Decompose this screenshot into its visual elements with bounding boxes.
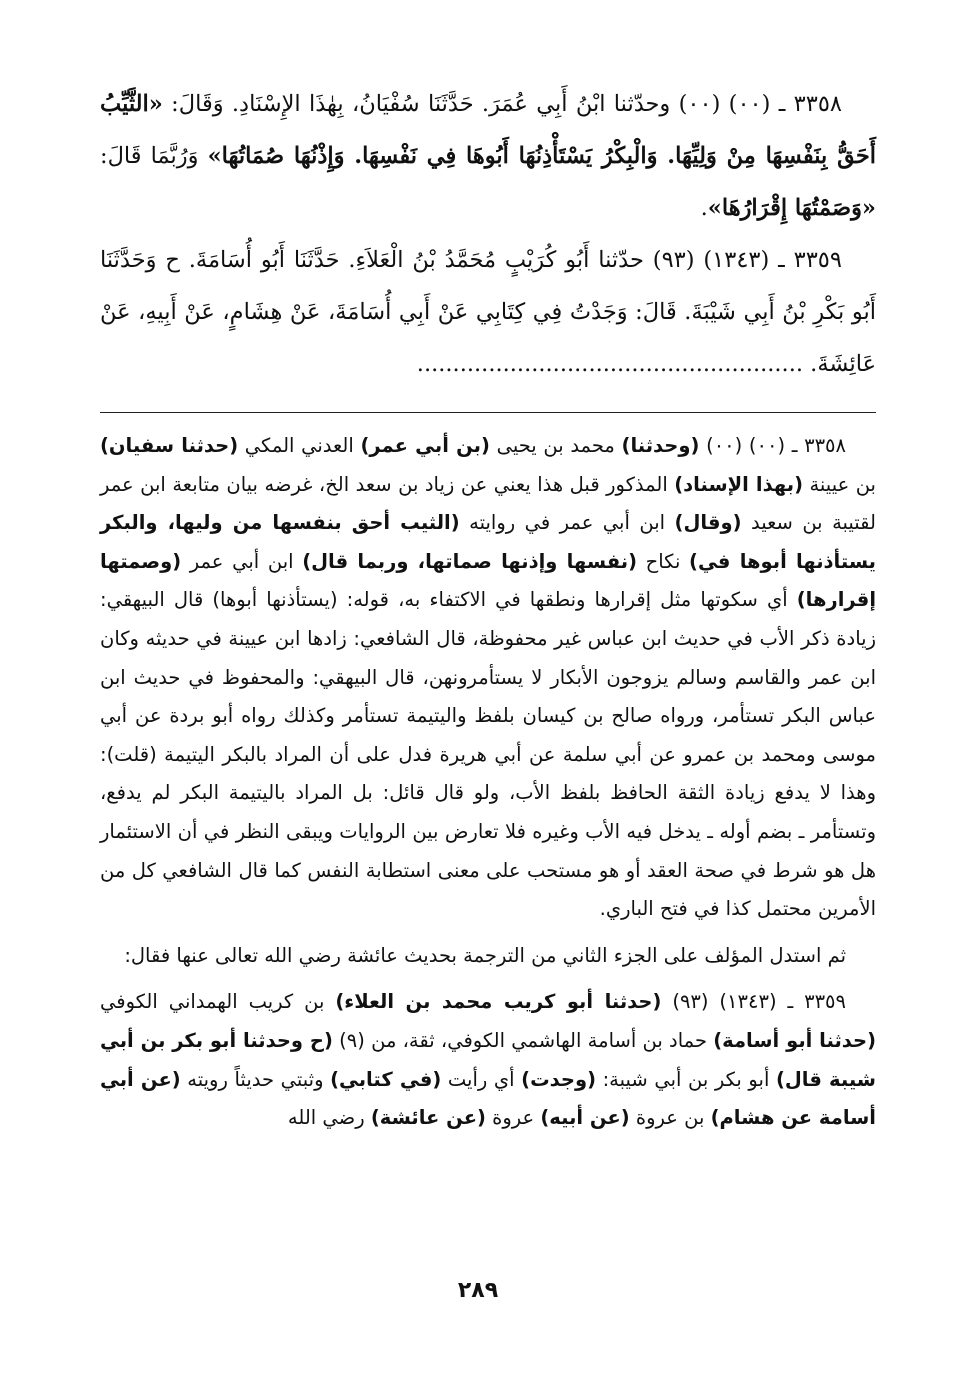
hadith-3359-dots: ...................................................... [416,351,804,377]
text-segment: وثبتي حديثاً رويته [180,1067,331,1091]
commentary-section [100,427,876,1138]
bold-quote-segment: (بهذا الإسناد) [674,472,803,496]
book-page [100,78,876,1328]
commentary-transition: ثم استدل المؤلف على الجزء الثاني من الترجمة بحديث عائشة رضي الله تعالى عنها فقال: [124,943,846,967]
bold-quote-segment: (نفسها وإذنها صماتها، وربما قال) [302,549,637,573]
text-segment: حماد بن أسامة الهاشمي الكوفي، ثقة، من (٩) [332,1028,714,1052]
bold-quote-segment: (وجدت) [521,1067,597,1091]
commentary-3358 [100,427,876,929]
commentary-3359 [100,983,876,1137]
hadith-3358-matn: «الثَّيِّبُ أَحَقُّ بِنَفْسِهَا مِنْ وَلِيِّهَا. وَالْبِكْرُ يَسْتَأْذِنُهَا أَبُوهَا فِي نَفْسِهَا. وَإِذْنُهَا صُمَاتُهَا» [100,91,876,169]
bold-quote-segment: (عن عائشة) [370,1106,486,1130]
hadith-text-section [100,78,876,390]
text-segment: بن عيينة [802,472,876,496]
text-segment: عروة [485,1106,541,1130]
bold-quote-segment: (عن أبيه) [540,1106,630,1130]
text-segment: ٣٣٥٨ ـ (٠٠) (٠٠) [699,434,847,457]
text-segment: أي سكوتها مثل إقرارها ونطقها في الاكتفاء به، قوله: (يستأذنها أبوها) قال البيهقي: زيادة ذكر الأب في حديث ابن عباس غير محفوظة، قال الشافعي: زادها ابن عيينة في حديثه وكان ابن عمر والقاسم وسالم يزوجون الأبكار لا يستأمرونهن، قال البيهقي: والمحفوظ في حديث ابن عباس البكر تستأمر، ورواه صالح بن كيسان بلفظ واليتيمة تستأمر وكذلك رواه أبو بردة عن أبي موسى ومحمد بن عمرو عن أبي سلمة عن أبي هريرة فدل على أن المراد بالبكر اليتيمة (قلت): وهذا لا يدفع زيادة الثقة الحافظ بلفظ الأب، ولو قال قائل: بل المراد باليتيمة البكر لم يدفع، وتستأمر ـ بضم أوله ـ يدخل فيه الأب وغيره فلا تعارض بين الروايات ويبقى النظر في أن الاستئمار هل هو شرط في صحة العقد أو هو مستحب على معنى استطابة النفس كما قال الشافعي كل من الأمرين محتمل كذا في فتح الباري. [100,588,876,921]
text-segment: محمد بن يحيى [489,434,622,457]
text-segment: نكاح [636,549,690,573]
bold-quote-segment: (حدثنا سفيان) [100,434,239,457]
hadith-3358-intro: ٣٣٥٨ ـ (٠٠) (٠٠) وحدّثنا ابْنُ أَبِي عُمَرَ. حَدَّثَنَا سُفْيَانُ، بِهٰذَا الإِسْنَادِ. وَقَالَ: [162,91,842,117]
text-segment: أبو بكر بن أبي شيبة: [596,1067,776,1091]
text-segment: ٣٣٥٩ ـ (١٣٤٣) (٩٣) [661,990,847,1014]
footnote-divider [100,412,876,413]
bold-quote-segment: (حدثنا أبو كريب محمد بن العلاء) [335,990,662,1014]
bold-quote-segment: (ح وحدثنا أبو بكر بن أبي شيبة قال) [100,1028,876,1091]
hadith-3359-text: ٣٣٥٩ ـ (١٣٤٣) (٩٣) حدّثنا أَبُو كُرَيْبٍ مُحَمَّدُ بْنُ الْعَلاَءِ. حَدَّثَنَا أَبُو أُسَامَةَ. ح وَحَدَّثَنَا أَبُو بَكْرِ بْنُ أَبِي شَيْبَةَ. قَالَ: وَجَدْتُ فِي كِتَابِي عَنْ أَبِي أُسَامَةَ، عَنْ هِشَامٍ، عَنْ أَبِيهِ، عَنْ عَائِشَةَ. [100,247,876,377]
bold-quote-segment: (عن أبي أسامة عن هشام) [100,1067,876,1130]
hadith-3358 [100,78,876,234]
hadith-3359 [100,234,876,390]
bold-quote-segment: (الثيب أحق بنفسها من وليها، والبكر يستأذنها أبوها في) [100,511,876,573]
page-number: ٢٨٩ [457,1278,499,1303]
text-segment: ابن أبي عمر في روايته [459,511,675,535]
text-segment: ابن أبي عمر [181,549,303,573]
bold-quote-segment: (وصمتها إقرارها) [100,549,876,612]
bold-quote-segment: (وحدثنا) [621,434,700,457]
bold-quote-segment: (وقال) [674,511,742,535]
text-segment: بن كريب الهمداني الكوفي [100,990,336,1014]
text-segment: العدني المكي [238,434,361,457]
hadith-3358-matn-end: «وَصَمْتُهَا إِقْرَارُهَا» [707,195,876,221]
bold-quote-segment: (في كتابي) [330,1067,442,1091]
text-segment: المذكور قبل هذا يعني عن زياد بن سعد الخ، غرضه بيان متابعة ابن عمر لقتيبة بن سعيد [100,472,876,535]
hadith-3358-end: . [700,195,708,221]
text-segment: أي رأيت [441,1067,522,1091]
text-segment: بن عروة [629,1106,711,1130]
text-segment: رضي الله [287,1106,371,1130]
bold-quote-segment: (حدثنا أبو أسامة) [713,1028,876,1052]
hadith-3358-middle: وَرُبَّمَا قَالَ: [100,143,208,169]
bold-quote-segment: (بن أبي عمر) [360,434,490,457]
